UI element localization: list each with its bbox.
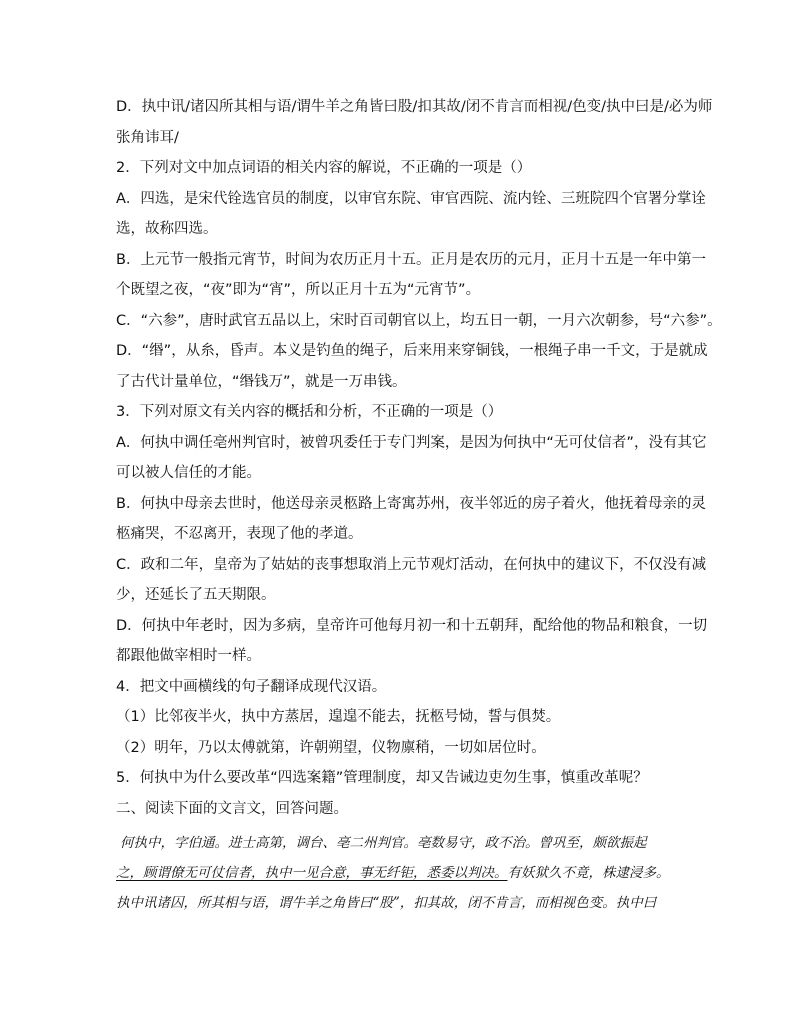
- q2-option-b-line2: 个既望之夜，“夜”即为“宵”，所以正月十五为“元宵节”。: [116, 282, 481, 298]
- q2-option-a-line2: 选，故称四选。: [116, 221, 218, 237]
- q1-option-d-line1: D．执中讯/诸囚所其相与语/谓牛羊之角皆曰股/扣其故/闭不肯言而相视/色变/执中曰是/必为师: [116, 99, 713, 115]
- q3-option-a-line2: 可以被人信任的才能。: [116, 465, 261, 481]
- q1-option-d-line2: 张角讳耳/: [116, 129, 179, 146]
- q3-option-b-line2: 柩痛哭，不忍离开，表现了他的孝道。: [116, 526, 363, 542]
- q3-option-d-line1: D．何执中年老时，因为多病，皇帝许可他每月初一和十五朝拜，配给他的物品和粮食，一切: [116, 617, 708, 634]
- classical-line-1: 何执中，字伯通。进士高第，调台、亳二州判官。亳数易守，政不治。曾巩至，颇欲振起: [120, 835, 647, 851]
- underlined-sentence: 之，顾谓僚无可仗信者，执中一见合意，事无纤钜，悉委以判决。: [116, 865, 508, 881]
- classical-line-3: 执中讯诸囚，所其相与语，谓牛羊之角皆曰“股”，扣其故，闭不肯言，而相视色变。执中曰: [116, 895, 657, 911]
- q3-option-b-line1: B．何执中母亲去世时，他送母亲灵柩路上寄寓苏州，夜半邻近的房子着火，他抚着母亲的灵: [116, 495, 706, 512]
- q5-stem: 5．何执中为什么要改革“四选案籍”管理制度，却又告诫边吏勿生事，慎重改革呢？: [116, 770, 648, 786]
- q2-option-c: C．“六参”，唐时武官五品以上，宋时百司朝官以上，均五日一朝，一月六次朝参，号“六参”。: [116, 312, 722, 329]
- q3-option-d-line2: 都跟他做宰相时一样。: [116, 648, 261, 664]
- q3-option-c-line2: 少，还延长了五天期限。: [116, 587, 276, 603]
- q4-sub-2: （2）明年，乃以太傅就第，许朝朔望，仪物廪稍，一切如居位时。: [116, 739, 546, 756]
- section-2-title: 二、阅读下面的文言文，回答问题。: [116, 800, 348, 817]
- q4-stem: 4．把文中画横线的句子翻译成现代汉语。: [116, 678, 387, 695]
- classical-passage: [116, 828, 681, 918]
- q3-option-c-line1: C．政和二年，皇帝为了姑姑的丧事想取消上元节观灯活动，在何执中的建议下，不仅没有减: [116, 556, 707, 573]
- q2-option-a-line1: A．四选，是宋代铨选官员的制度，以审官东院、审官西院、流内铨、三班院四个官署分掌诠: [116, 190, 706, 207]
- classical-line-2: [116, 858, 681, 888]
- exam-content: [116, 92, 722, 918]
- q2-stem: 2．下列对文中加点词语的相关内容的解说，不正确的一项是（）: [116, 160, 532, 176]
- q2-option-b-line1: B．上元节一般指元宵节，时间为农历正月十五。正月是农历的元月，正月十五是一年中第一: [116, 251, 706, 268]
- classical-line-2-rest: 有妖狱久不竟，株逮浸多。: [507, 865, 670, 881]
- q4-sub-1: （1）比邻夜半火，执中方蒸居，遑遑不能去，抚柩号恸，誓与俱焚。: [116, 709, 561, 725]
- q3-option-a-line1: A．何执中调任亳州判官时，被曾巩委任于专门判案，是因为何执中“无可仗信者”，没有其它: [116, 434, 707, 451]
- q2-option-d-line2: 了古代计量单位，“缗钱万”，就是一万串钱。: [116, 373, 407, 390]
- q2-option-d-line1: D．“缗”，从糸，昏声。本义是钓鱼的绳子，后来用来穿铜钱，一根绳子串一千文，于是就成: [116, 343, 708, 359]
- q3-stem: 3．下列对原文有关内容的概括和分析，不正确的一项是（）: [116, 404, 503, 420]
